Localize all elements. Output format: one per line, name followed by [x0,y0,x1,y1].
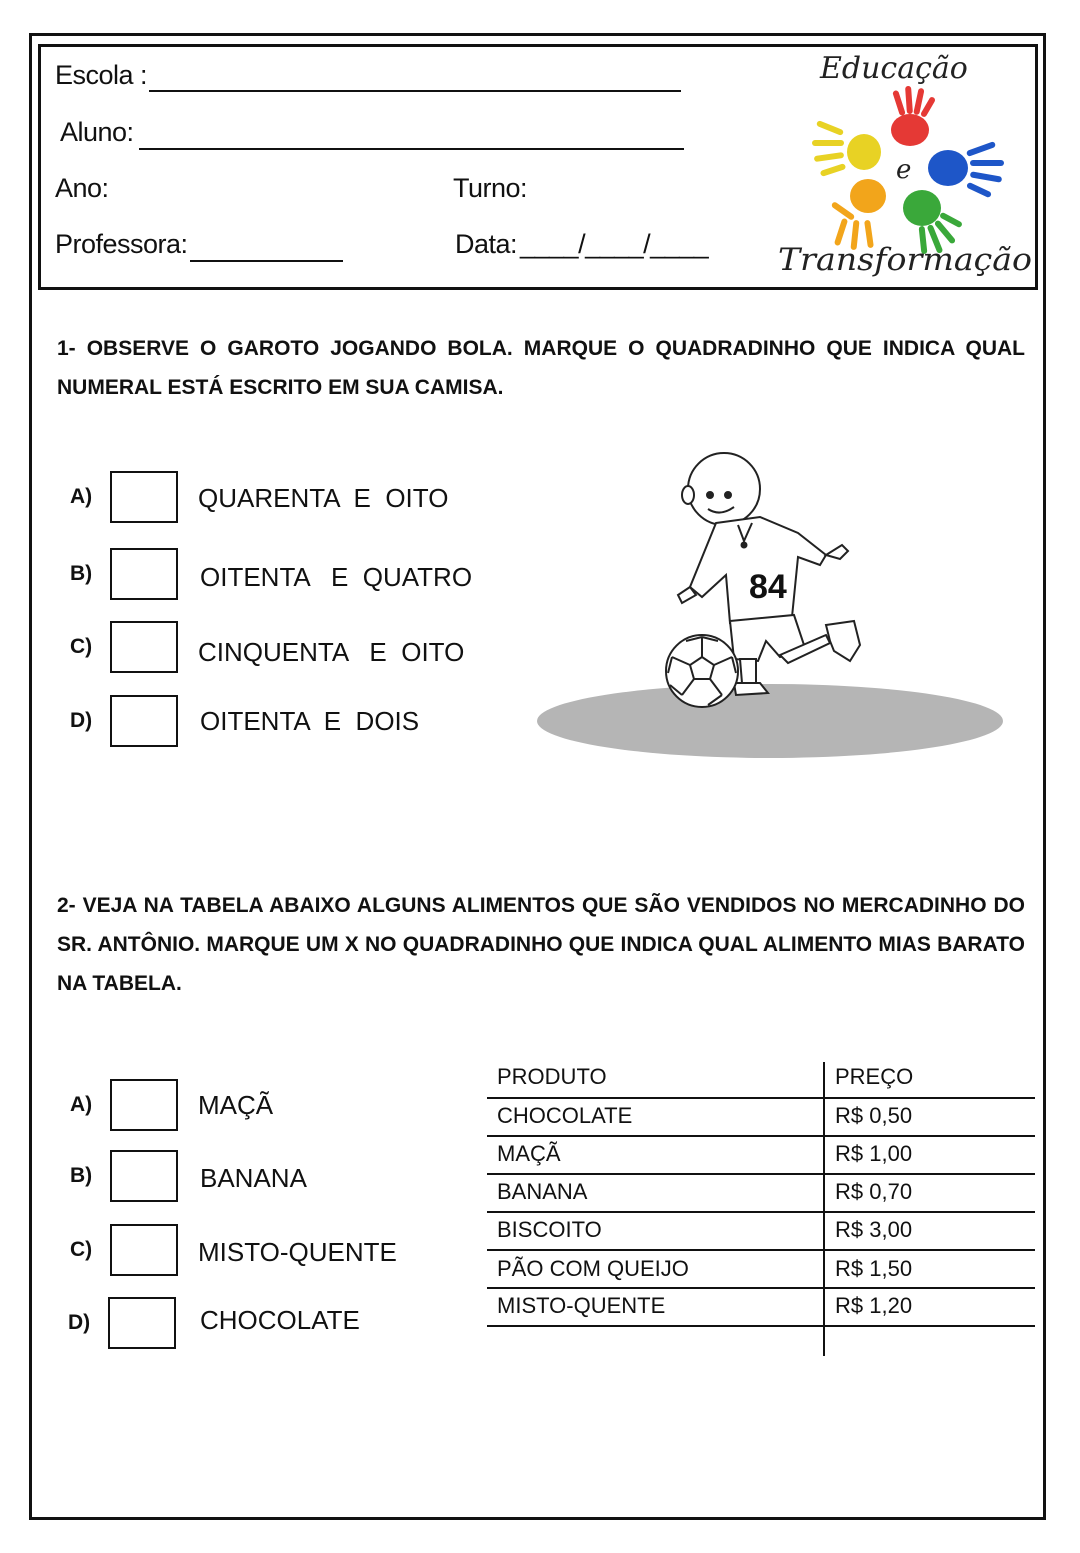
table-cell-price: R$ 1,50 [835,1256,913,1281]
date-field[interactable]: ____/____/____ [520,229,709,259]
ground-shadow [537,684,1003,758]
orange-hand-icon [831,179,886,250]
table-row [487,1099,1035,1137]
table-cell-product: BISCOITO [497,1217,602,1242]
logo-bottom-word: Transformação [778,242,1032,278]
table-row [487,1137,1035,1175]
q1-option-b-letter: B) [70,562,93,585]
red-hand-icon [891,86,936,146]
logo-middle-word: e [896,155,912,185]
q2-option-a-letter: A) [70,1093,93,1116]
table-row [487,1289,1035,1327]
table-row [487,1175,1035,1213]
table-cell-price: R$ 1,20 [835,1293,913,1318]
q1-option-c-checkbox[interactable] [110,621,178,673]
yellow-hand-icon [812,120,881,177]
table-cell-price: R$ 3,00 [835,1217,913,1242]
school-field[interactable] [149,90,681,92]
blue-hand-icon [928,141,1004,198]
shift-label: Turno: [453,173,528,203]
question-2-text: 2- VEJA NA TABELA ABAIXO ALGUNS ALIMENTOS QUE SÃO VENDIDOS NO MERCADINHO DO SR. ANTÔNIO. MARQUE UM X NO QUADRADINHO QUE INDICA QUAL ALIMENTO MIAS BARATO NA TABELA. [57,894,1025,995]
student-label: Aluno: [60,117,134,147]
teacher-field[interactable] [190,260,343,262]
q2-option-d-checkbox[interactable] [108,1297,176,1349]
q2-option-b-text: BANANA [200,1163,307,1193]
q1-option-b-checkbox[interactable] [110,548,178,600]
table-header-product: PRODUTO [497,1064,607,1089]
boy-playing-ball-illustration [530,445,1010,765]
q1-option-a-letter: A) [70,485,93,508]
q1-option-b-text: OITENTA E QUATRO [200,562,473,592]
q1-option-c-letter: C) [70,635,93,658]
table-cell-product: MAÇÃ [497,1141,561,1166]
question-1-text: 1- OBSERVE O GAROTO JOGANDO BOLA. MARQUE O QUADRADINHO QUE INDICA QUAL NUMERAL ESTÁ ESCRITO EM SUA CAMISA. [57,337,1025,399]
q2-option-a-text: MAÇÃ [198,1090,274,1120]
table-cell-product: PÃO COM QUEIJO [497,1256,689,1281]
shirt-number: 84 [749,568,787,606]
q1-option-d-checkbox[interactable] [110,695,178,747]
q1-option-a-text: QUARENTA E OITO [198,483,449,513]
boy-head [688,453,760,525]
q2-option-a-checkbox[interactable] [110,1079,178,1131]
teacher-label: Professora: [55,229,188,259]
table-cell-price: R$ 1,00 [835,1141,913,1166]
logo-educacao-transformacao [772,48,1036,284]
table-row [487,1213,1035,1251]
table-cell-product: MISTO-QUENTE [497,1293,666,1318]
q2-option-d-letter: D) [68,1311,91,1334]
q1-option-c-text: CINQUENTA E OITO [198,637,465,667]
table-header-row [487,1060,1035,1098]
q2-option-b-checkbox[interactable] [110,1150,178,1202]
q2-option-c-text: MISTO-QUENTE [198,1237,397,1267]
table-row [487,1252,1035,1290]
year-label: Ano: [55,173,109,203]
q1-option-a-checkbox[interactable] [110,471,178,523]
q2-option-b-letter: B) [70,1164,93,1187]
q2-option-c-checkbox[interactable] [110,1224,178,1276]
q2-option-c-letter: C) [70,1238,93,1261]
q2-option-d-text: CHOCOLATE [200,1305,360,1335]
table-cell-product: CHOCOLATE [497,1103,633,1128]
table-cell-product: BANANA [497,1179,588,1204]
student-field[interactable] [139,148,684,150]
table-cell-price: R$ 0,50 [835,1103,913,1128]
table-header-price: PREÇO [835,1064,914,1089]
date-label: Data: [455,229,518,259]
q1-option-d-text: OITENTA E DOIS [200,706,420,736]
logo-top-word: Educação [820,51,968,86]
table-cell-price: R$ 0,70 [835,1179,913,1204]
school-label: Escola : [55,60,148,90]
q1-option-d-letter: D) [70,709,93,732]
